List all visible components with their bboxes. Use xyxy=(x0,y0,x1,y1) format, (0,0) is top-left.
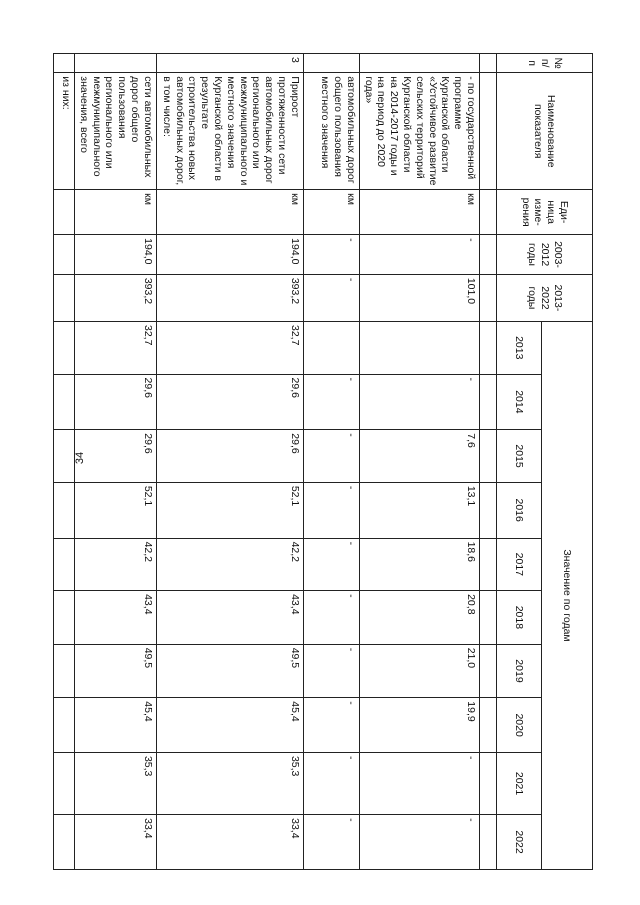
empty-cell xyxy=(480,591,497,645)
year-value-cell: 43,4 xyxy=(156,591,303,645)
year-value-cell xyxy=(54,591,75,645)
table-row xyxy=(54,54,75,870)
empty-cell xyxy=(480,235,497,275)
year-value-cell: - xyxy=(303,430,359,483)
row-number-cell: 3 xyxy=(156,54,303,73)
year-value-cell: - xyxy=(303,482,359,538)
header-year: 2018 xyxy=(497,591,542,645)
table-row xyxy=(75,54,157,870)
indicator-name-cell: сети автомобильных дорог общего пользования регионального или межмуниципального значения, всего xyxy=(75,73,157,190)
year-value-cell: - xyxy=(303,815,359,870)
empty-cell xyxy=(480,538,497,591)
year-value-cell: - xyxy=(303,591,359,645)
year-value-cell xyxy=(303,322,359,375)
year-value-cell: 43,4 xyxy=(75,591,157,645)
row-number-cell xyxy=(303,54,359,73)
year-value-cell: - xyxy=(303,698,359,753)
header-year: 2019 xyxy=(497,644,542,698)
period-1-value-cell: 194,0 xyxy=(75,235,157,275)
row-number-cell xyxy=(359,54,479,73)
empty-cell xyxy=(480,322,497,375)
empty-cell xyxy=(480,430,497,483)
year-value-cell xyxy=(54,538,75,591)
year-value-cell xyxy=(54,644,75,698)
period-1-value-cell: - xyxy=(303,235,359,275)
year-value-cell xyxy=(54,698,75,753)
unit-cell xyxy=(54,190,75,235)
header-num: № п/п xyxy=(497,54,593,73)
unit-cell: км xyxy=(303,190,359,235)
indicator-name-cell: из них: xyxy=(54,73,75,190)
indicator-name-cell: - по государственной программе Курганской области «Устойчивое развитие сельских территорий Курганской области на 2014-2017 годы и на период до 2020 года» xyxy=(359,73,479,190)
year-value-cell: - xyxy=(359,752,479,814)
year-value-cell: 33,4 xyxy=(75,815,157,870)
year-value-cell: - xyxy=(303,374,359,430)
year-value-cell: 42,2 xyxy=(75,538,157,591)
header-year: 2016 xyxy=(497,482,542,538)
empty-cell xyxy=(480,73,497,190)
header-year: 2015 xyxy=(497,430,542,483)
header-unit: Еди-ница изме-рения xyxy=(497,190,593,235)
header-year: 2017 xyxy=(497,538,542,591)
period-1-value-cell: 194,0 xyxy=(156,235,303,275)
year-value-cell: 21,0 xyxy=(359,644,479,698)
year-value-cell: 42,2 xyxy=(156,538,303,591)
period-2-value-cell: 393,2 xyxy=(75,274,157,321)
year-value-cell xyxy=(54,322,75,375)
year-value-cell: - xyxy=(303,644,359,698)
header-year: 2021 xyxy=(497,752,542,814)
header-period-2: 2013-2022 годы xyxy=(497,274,593,321)
header-year: 2013 xyxy=(497,322,542,375)
row-number-cell xyxy=(54,54,75,73)
header-period-1: 2003-2012 годы xyxy=(497,235,593,275)
period-2-value-cell xyxy=(54,274,75,321)
year-value-cell: 52,1 xyxy=(156,482,303,538)
header-year: 2020 xyxy=(497,698,542,753)
year-value-cell: - xyxy=(303,752,359,814)
year-value-cell: 45,4 xyxy=(156,698,303,753)
year-value-cell: 32,7 xyxy=(156,322,303,375)
row-number-cell xyxy=(75,54,157,73)
year-value-cell xyxy=(54,815,75,870)
year-value-cell: 33,4 xyxy=(156,815,303,870)
period-1-value-cell xyxy=(54,235,75,275)
year-value-cell: 20,8 xyxy=(359,591,479,645)
year-value-cell: 18,6 xyxy=(359,538,479,591)
year-value-cell: 35,3 xyxy=(75,752,157,814)
header-year: 2022 xyxy=(497,815,542,870)
year-value-cell xyxy=(359,322,479,375)
indicator-name-cell: автомобильных дорог общего пользования местного значения xyxy=(303,73,359,190)
year-value-cell: - xyxy=(303,538,359,591)
year-value-cell: 29,6 xyxy=(75,374,157,430)
empty-cell xyxy=(480,190,497,235)
year-value-cell: 49,5 xyxy=(156,644,303,698)
unit-cell: км xyxy=(359,190,479,235)
year-value-cell: 29,6 xyxy=(75,430,157,483)
year-value-cell: 49,5 xyxy=(75,644,157,698)
table-row xyxy=(303,54,359,870)
table-row xyxy=(359,54,479,870)
year-value-cell: 13,1 xyxy=(359,482,479,538)
empty-cell xyxy=(480,374,497,430)
empty-cell xyxy=(480,274,497,321)
header-name: Наименование показателя xyxy=(497,73,593,190)
year-value-cell: 19,9 xyxy=(359,698,479,753)
empty-cell xyxy=(480,698,497,753)
year-value-cell: 29,6 xyxy=(156,430,303,483)
empty-cell xyxy=(480,54,497,73)
period-1-value-cell: - xyxy=(359,235,479,275)
empty-cell xyxy=(480,644,497,698)
year-value-cell xyxy=(54,482,75,538)
header-year: 2014 xyxy=(497,374,542,430)
year-value-cell: 35,3 xyxy=(156,752,303,814)
year-value-cell: - xyxy=(359,374,479,430)
period-2-value-cell: 101,0 xyxy=(359,274,479,321)
unit-cell: км xyxy=(75,190,157,235)
year-value-cell: 7,6 xyxy=(359,430,479,483)
unit-cell: км xyxy=(156,190,303,235)
period-2-value-cell: - xyxy=(303,274,359,321)
empty-cell xyxy=(480,482,497,538)
indicator-name-cell: Прирост протяженности сети автомобильных дорог регионального или межмуниципального и местного значения Курганской области в результате строительства новых автомобильных дорог, в том числе: xyxy=(156,73,303,190)
period-2-value-cell: 393,2 xyxy=(156,274,303,321)
page-number: 34 xyxy=(74,451,86,465)
rotated-table-container xyxy=(60,53,593,870)
empty-cell xyxy=(480,815,497,870)
year-value-cell: 45,4 xyxy=(75,698,157,753)
year-value-cell: - xyxy=(359,815,479,870)
table-row xyxy=(156,54,303,870)
table-row-empty xyxy=(480,54,497,870)
header-by-years: Значение по годам xyxy=(542,322,593,870)
year-value-cell xyxy=(54,752,75,814)
year-value-cell: 32,7 xyxy=(75,322,157,375)
empty-cell xyxy=(480,752,497,814)
year-value-cell xyxy=(54,374,75,430)
year-value-cell: 52,1 xyxy=(75,482,157,538)
year-value-cell: 29,6 xyxy=(156,374,303,430)
year-value-cell xyxy=(54,430,75,483)
indicators-table xyxy=(53,53,593,870)
